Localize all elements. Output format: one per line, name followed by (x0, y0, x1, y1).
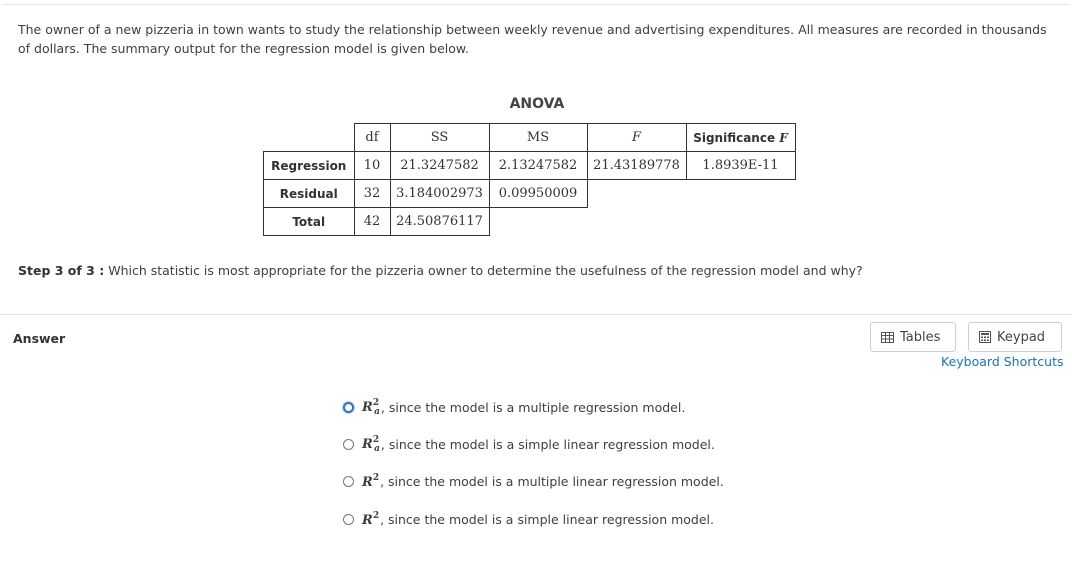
step-prompt (18, 263, 863, 278)
symbol-sup: 2 (372, 398, 380, 408)
symbol-r: R (362, 400, 373, 415)
symbol-r: R (362, 437, 373, 452)
row-label-residual: Residual (264, 180, 355, 208)
regression-ss: 21.3247582 (390, 152, 489, 180)
symbol-r: R (362, 513, 373, 528)
regression-df: 10 (354, 152, 390, 180)
answer-label: Answer (13, 331, 66, 346)
option-text: , since the model is a simple linear regression model. (380, 437, 715, 452)
step-question: Which statistic is most appropriate for the pizzeria owner to determine the usefulness of the regression model and why? (104, 263, 863, 278)
empty-cell (587, 208, 686, 236)
radio-button[interactable] (343, 402, 354, 413)
header-significance-var: F (779, 130, 788, 145)
row-label-regression: Regression (264, 152, 355, 180)
option-symbol (362, 435, 380, 454)
option-text: , since the model is a multiple regression model. (380, 400, 686, 415)
keypad-button[interactable] (968, 322, 1062, 352)
header-df: df (354, 124, 390, 152)
option-symbol (362, 398, 380, 417)
header-ms: MS (489, 124, 587, 152)
keypad-button-label: Keypad (997, 329, 1046, 345)
anova-title: ANOVA (509, 96, 565, 112)
row-label-total: Total (264, 208, 355, 236)
header-significance-text: Significance (693, 130, 780, 145)
option-text: , since the model is a multiple linear regression model. (380, 474, 724, 489)
empty-cell (489, 208, 587, 236)
empty-cell (686, 180, 795, 208)
table-row (264, 180, 796, 208)
option-symbol (362, 511, 379, 528)
header-empty-cell (264, 124, 355, 152)
header-significance-f (686, 124, 795, 152)
step-label: Step 3 of 3 : (18, 263, 105, 278)
option-symbol (362, 473, 379, 490)
answer-option-1[interactable] (343, 398, 685, 417)
table-row (264, 152, 796, 180)
empty-cell (686, 208, 795, 236)
symbol-sup: 2 (372, 473, 380, 483)
option-text: , since the model is a simple linear regression model. (380, 512, 714, 527)
regression-f: 21.43189778 (587, 152, 686, 180)
symbol-sub: a (374, 444, 380, 454)
table-row (264, 208, 796, 236)
tables-button[interactable] (870, 322, 956, 352)
answer-option-4[interactable] (343, 511, 714, 528)
symbol-sup: 2 (372, 435, 380, 445)
residual-ss: 3.184002973 (390, 180, 489, 208)
table-icon (881, 332, 894, 343)
answer-option-2[interactable] (343, 435, 715, 454)
symbol-r: R (362, 475, 373, 490)
anova-table (263, 123, 796, 236)
empty-cell (587, 180, 686, 208)
total-df: 42 (354, 208, 390, 236)
header-f: F (587, 124, 686, 152)
radio-button[interactable] (343, 439, 354, 450)
keyboard-shortcuts-link[interactable]: Keyboard Shortcuts (941, 354, 1064, 369)
tables-button-label: Tables (900, 329, 941, 345)
section-divider (0, 314, 1072, 315)
answer-option-3[interactable] (343, 473, 724, 490)
symbol-sup: 2 (372, 511, 380, 521)
residual-df: 32 (354, 180, 390, 208)
anova-header-row (264, 124, 796, 152)
header-ss: SS (390, 124, 489, 152)
question-intro: The owner of a new pizzeria in town wants to study the relationship between weekly revenue and advertising expenditures. All measures are recorded in thousands of dollars. The summary output for the regression model is given below. (18, 22, 1047, 56)
residual-ms: 0.09950009 (489, 180, 587, 208)
radio-button[interactable] (343, 476, 354, 487)
total-ss: 24.50876117 (390, 208, 489, 236)
regression-ms: 2.13247582 (489, 152, 587, 180)
keypad-icon (979, 331, 991, 343)
radio-button[interactable] (343, 514, 354, 525)
regression-significance: 1.8939E-11 (686, 152, 795, 180)
symbol-sub: a (374, 407, 380, 417)
